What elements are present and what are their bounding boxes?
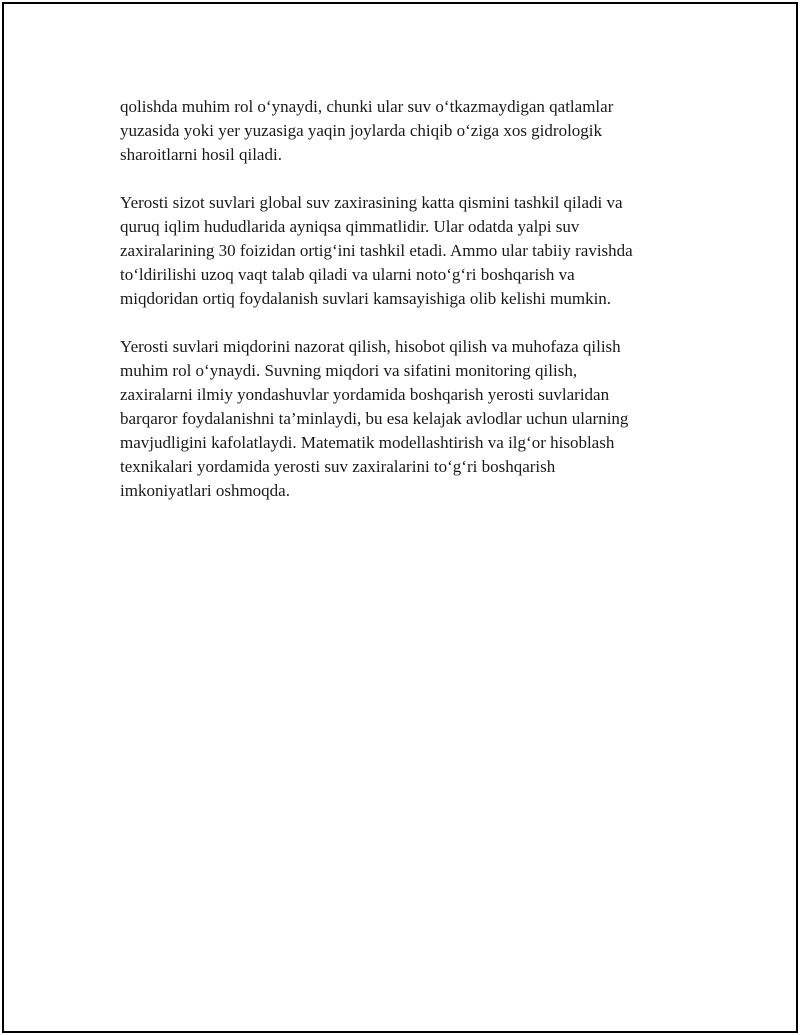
text-line: quruq iqlim hududlarida ayniqsa qimmatlidir. Ular odatda yalpi suv: [120, 217, 580, 236]
text-line: Yerosti sizot suvlari global suv zaxirasining katta qismini tashkil qiladi va: [120, 193, 623, 212]
page-frame: [2, 2, 798, 1033]
paragraph-2: [120, 191, 680, 311]
text-line: qolishda muhim rol o‘ynaydi, chunki ular suv o‘tkazmaydigan qatlamlar: [120, 97, 614, 116]
text-line: imkoniyatlari oshmoqda.: [120, 481, 290, 500]
text-line: texnikalari yordamida yerosti suv zaxiralarini to‘g‘ri boshqarish: [120, 457, 556, 476]
text-line: barqaror foydalanishni ta’minlaydi, bu esa kelajak avlodlar uchun ularning: [120, 409, 629, 428]
text-line: zaxiralarining 30 foizidan ortig‘ini tashkil etadi. Ammo ular tabiiy ravishda: [120, 241, 633, 260]
text-line: mavjudligini kafolatlaydi. Matematik modellashtirish va ilg‘or hisoblash: [120, 433, 615, 452]
text-line: Yerosti suvlari miqdorini nazorat qilish, hisobot qilish va muhofaza qilish: [120, 337, 621, 356]
text-line: sharoitlarni hosil qiladi.: [120, 145, 282, 164]
text-line: miqdoridan ortiq foydalanish suvlari kamsayishiga olib kelishi mumkin.: [120, 289, 612, 308]
text-line: zaxiralarni ilmiy yondashuvlar yordamida boshqarish yerosti suvlaridan: [120, 385, 610, 404]
text-line: yuzasida yoki yer yuzasiga yaqin joylarda chiqib o‘ziga xos gidrologik: [120, 121, 603, 140]
text-line: to‘ldirilishi uzoq vaqt talab qiladi va ularni noto‘g‘ri boshqarish va: [120, 265, 575, 284]
paragraph-3: [120, 335, 680, 503]
paragraph-1: [120, 95, 680, 167]
document-body: [120, 95, 680, 527]
text-line: muhim rol o‘ynaydi. Suvning miqdori va sifatini monitoring qilish,: [120, 361, 578, 380]
